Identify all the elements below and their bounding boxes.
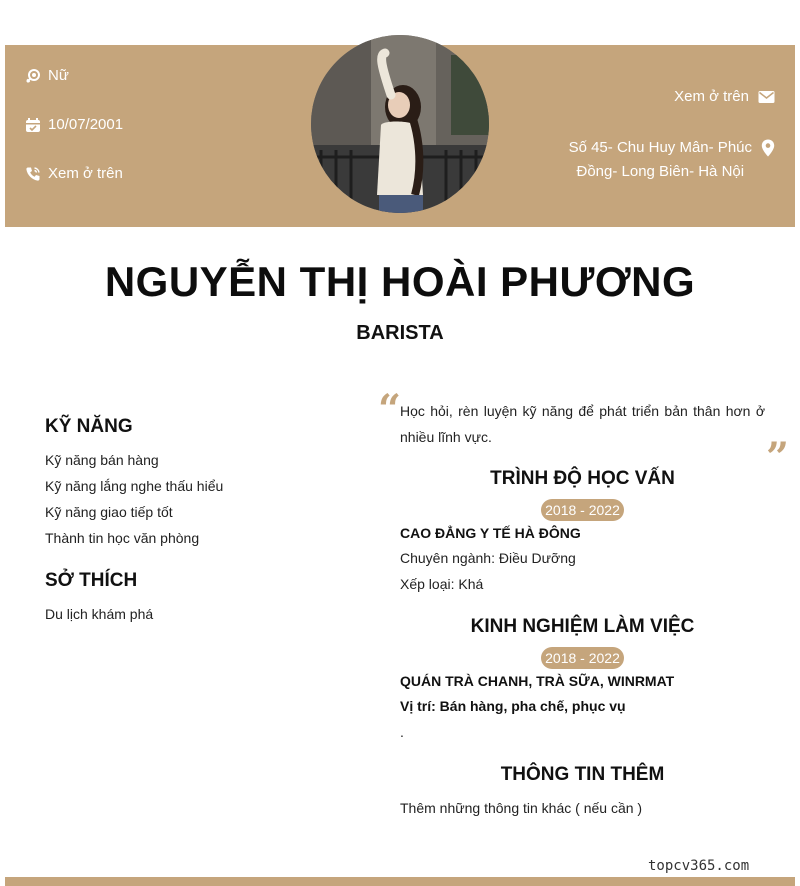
experience-title: KINH NGHIỆM LÀM VIỆC (470, 616, 695, 637)
gender-row (25, 67, 69, 84)
phone-icon (25, 166, 41, 182)
address-value (569, 136, 752, 184)
footer-band (5, 877, 795, 886)
career-objective: Học hỏi, rèn luyện kỹ năng để phát triển bản thân hơn ở nhiều lĩnh vực. (400, 403, 765, 445)
additional-text: Thêm những thông tin khác ( nếu cần ) (400, 800, 643, 816)
watermark: topcv365.com (648, 858, 750, 874)
gender-value: Nữ (48, 67, 69, 84)
birthday-value: 10/07/2001 (48, 116, 124, 133)
address-row (569, 136, 775, 184)
address-line2: Đồng- Long Biên- Hà Nội (576, 163, 745, 180)
map-pin-icon (761, 139, 775, 157)
birthday-row (25, 116, 123, 133)
education-years-badge: 2018 - 2022 (541, 499, 624, 521)
email-row (674, 88, 775, 105)
avatar (311, 35, 489, 213)
education-title: TRÌNH ĐỘ HỌC VẤN (490, 468, 675, 489)
experience-years-badge: 2018 - 2022 (541, 647, 624, 669)
candidate-name: NGUYỄN THỊ HOÀI PHƯƠNG (104, 258, 696, 305)
quote-close-icon: ” (766, 434, 790, 481)
education-major: Chuyên ngành: Điều Dưỡng (400, 550, 576, 566)
hobby-item: Du lịch khám phá (45, 606, 154, 622)
additional-title: THÔNG TIN THÊM (500, 764, 665, 785)
hobbies-title: SỞ THÍCH (45, 570, 138, 591)
quote-open-icon: “ (378, 386, 402, 433)
address-line1: Số 45- Chu Huy Mân- Phúc (568, 139, 752, 156)
calendar-icon (25, 117, 41, 133)
skill-item: Kỹ năng bán hàng (45, 452, 159, 468)
phone-row (25, 165, 123, 182)
experience-position: Vị trí: Bán hàng, pha chế, phục vụ (400, 698, 626, 714)
experience-detail: . (400, 724, 404, 740)
envelope-icon (758, 90, 775, 104)
job-title: BARISTA (356, 322, 444, 344)
skill-item: Thành tin học văn phòng (45, 530, 200, 546)
experience-company: QUÁN TRÀ CHANH, TRÀ SỮA, WINRMAT (400, 673, 675, 689)
gender-icon (25, 68, 41, 84)
skill-item: Kỹ năng giao tiếp tốt (45, 504, 173, 520)
skills-title: KỸ NĂNG (45, 416, 133, 437)
email-value: Xem ở trên (674, 88, 749, 105)
education-grade: Xếp loại: Khá (400, 576, 484, 592)
education-school: CAO ĐẲNG Y TẾ HÀ ĐÔNG (400, 525, 581, 541)
phone-value: Xem ở trên (48, 165, 123, 182)
skill-item: Kỹ năng lắng nghe thấu hiểu (45, 478, 224, 494)
